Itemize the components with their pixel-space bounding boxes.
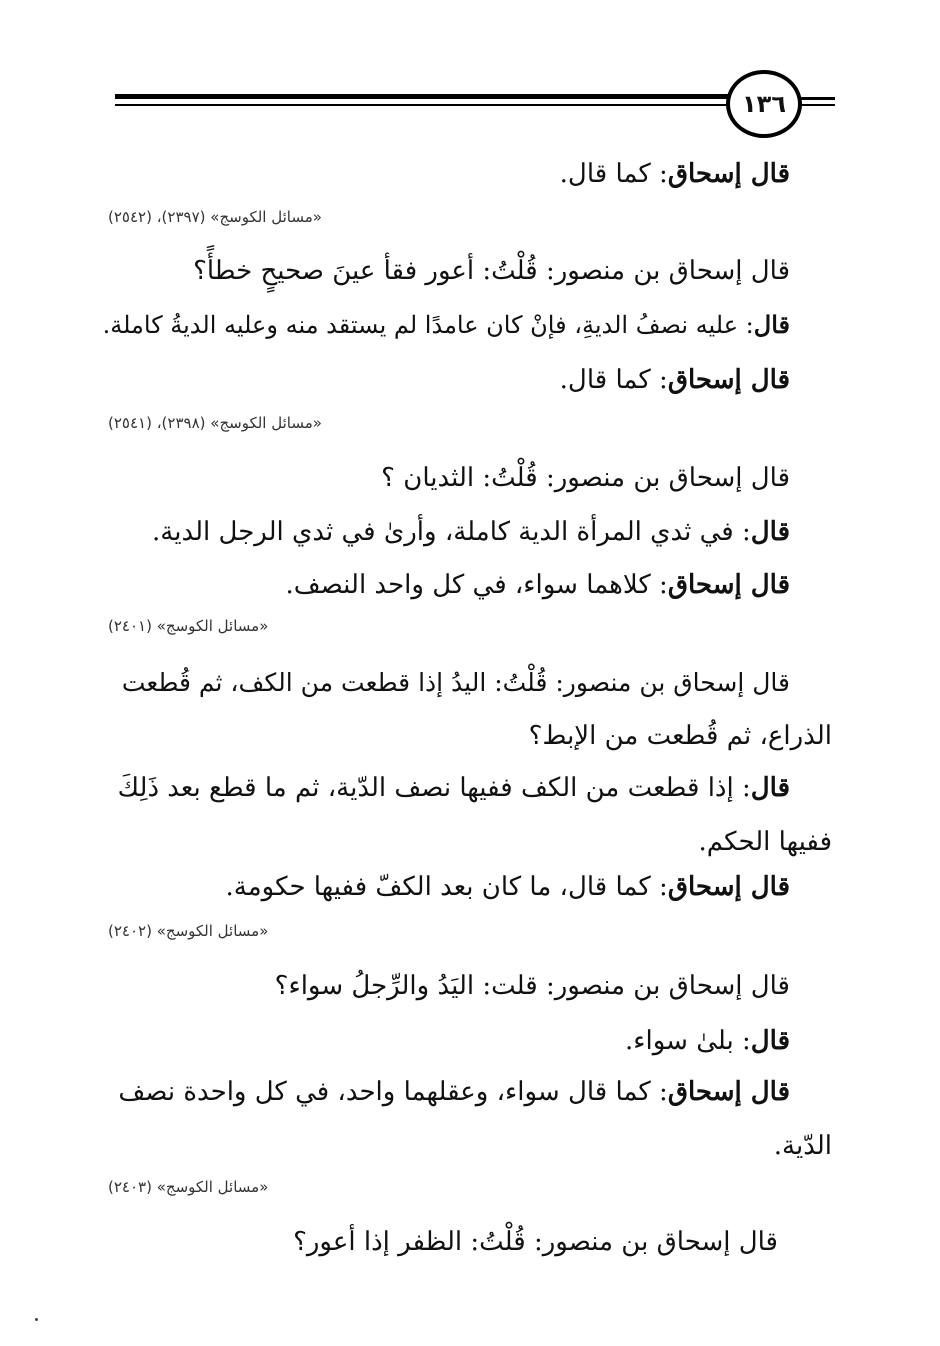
text-line: الذراع، ثم قُطعت من الإبط؟ xyxy=(528,721,832,751)
text-line: قال إسحاق بن منصور: قُلْتُ: اليدُ إذا قطعت من الكف، ثم قُطعت xyxy=(121,668,790,697)
text-line: قال إسحاق: كما قال سواء، وعقلهما واحد، في كل واحدة نصف xyxy=(118,1077,790,1107)
page-number: ١٣٦ xyxy=(742,90,786,118)
source-reference: «مسائل الكوسج» (٢٤٠١) xyxy=(108,617,269,635)
text-line: قال: عليه نصفُ الديةِ، فإنْ كان عامدًا لم يستقد منه وعليه الديةُ كاملة. xyxy=(102,310,790,339)
text-line: قال إسحاق: كلاهما سواء، في كل واحد النصف. xyxy=(285,570,790,600)
text-line: قال إسحاق بن منصور: قُلْتُ: الظفر إذا أعور؟ xyxy=(293,1227,778,1257)
text-line: ففيها الحكم. xyxy=(698,827,832,857)
source-reference: «مسائل الكوسج» (٢٣٩٧)، (٢٥٤٢) xyxy=(108,208,322,226)
text-line: قال: بلىٰ سواء. xyxy=(625,1026,790,1056)
text-line: قال إسحاق: كما قال. xyxy=(559,365,790,395)
text-line: قال: في ثدي المرأة الدية كاملة، وأرىٰ في ثدي الرجل الدية. xyxy=(152,517,790,547)
source-reference: «مسائل الكوسج» (٢٤٠٣) xyxy=(108,1178,269,1196)
header-rule-thick xyxy=(115,94,730,99)
scan-speck xyxy=(35,1318,38,1321)
text-line: قال إسحاق: كما قال. xyxy=(559,159,790,189)
header-rule-thin xyxy=(115,104,730,106)
source-reference: «مسائل الكوسج» (٢٤٠٢) xyxy=(108,922,269,940)
source-reference: «مسائل الكوسج» (٢٣٩٨)، (٢٥٤١) xyxy=(108,414,322,432)
text-line: قال: إذا قطعت من الكف ففيها نصف الدّية، ثم ما قطع بعد ذَلِكَ xyxy=(117,773,790,803)
text-line: قال إسحاق بن منصور: قلت: اليَدُ والرِّجلُ سواء؟ xyxy=(274,971,790,1001)
page-number-medallion xyxy=(726,70,802,138)
text-line: قال إسحاق: كما قال، ما كان بعد الكفّ ففيها حكومة. xyxy=(225,872,790,902)
text-line: الدّية. xyxy=(773,1131,832,1161)
text-line: قال إسحاق بن منصور: قُلْتُ: الثديان ؟ xyxy=(381,463,790,493)
text-line: قال إسحاق بن منصور: قُلْتُ: أعور فقأ عينَ صحيحٍ خطأً؟ xyxy=(193,256,790,286)
